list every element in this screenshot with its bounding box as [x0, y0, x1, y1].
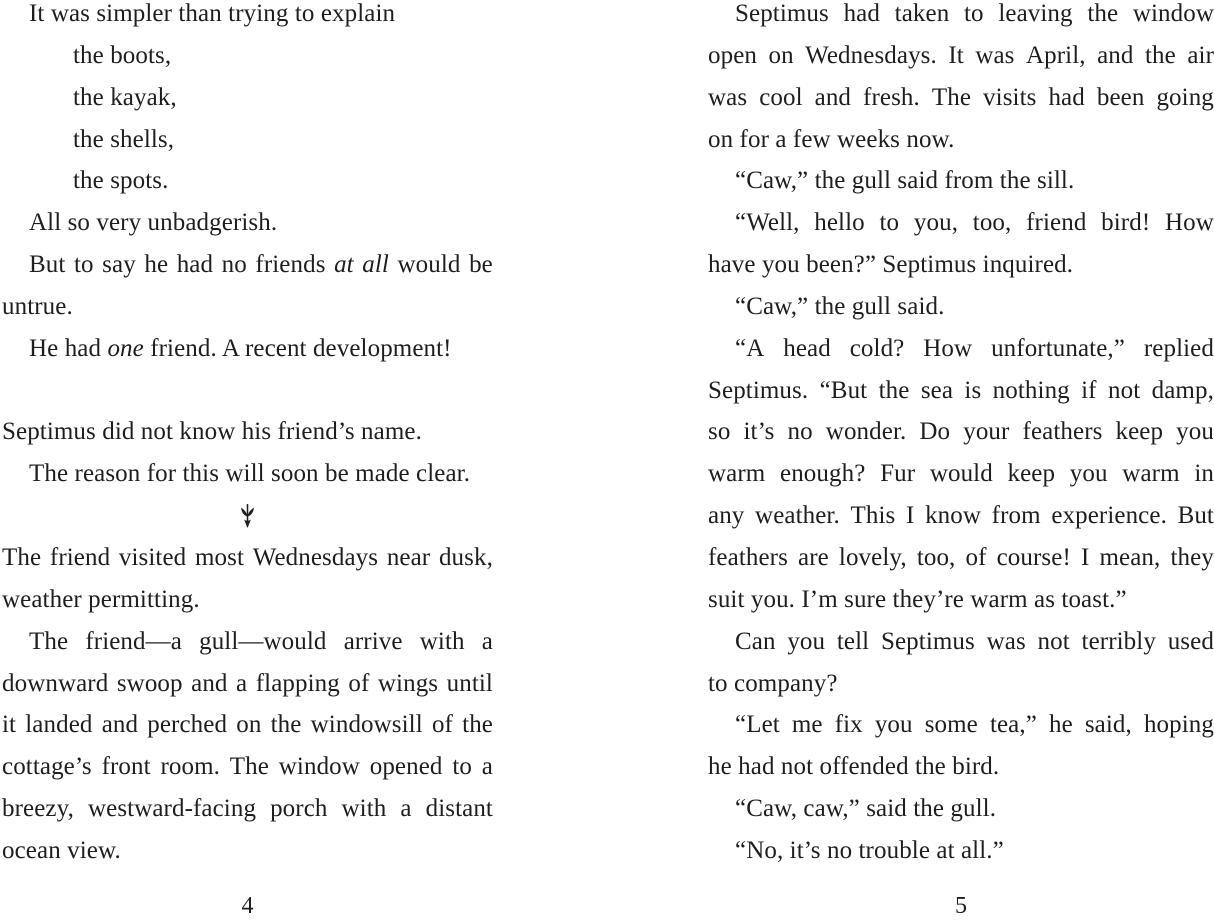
- text-line: [2, 453, 493, 495]
- word: air: [1187, 41, 1214, 69]
- word: windowsill: [310, 711, 423, 739]
- text-line: [708, 35, 1214, 77]
- word: breezy,: [2, 795, 74, 823]
- word: arrive: [343, 627, 403, 655]
- word: But: [1177, 502, 1214, 530]
- word: of: [348, 669, 370, 697]
- word: bird!: [1101, 209, 1151, 237]
- text-line: [2, 579, 493, 621]
- word: he: [1048, 711, 1073, 739]
- word: The: [229, 753, 269, 781]
- word: any: [708, 502, 745, 530]
- text-run: he had not offended the bird.: [708, 753, 1000, 781]
- word: he: [144, 251, 169, 279]
- word: Septimus: [735, 0, 829, 27]
- word: fix: [834, 711, 863, 739]
- word: with: [341, 795, 387, 823]
- word: head: [783, 334, 831, 362]
- blank-line: [2, 370, 493, 412]
- text-line: [2, 830, 493, 872]
- word: lovely,: [838, 543, 907, 571]
- word: said,: [1084, 711, 1132, 739]
- word: tea,”: [989, 711, 1037, 739]
- text-line: [708, 704, 1214, 746]
- text-run: ocean view.: [2, 836, 121, 864]
- word: most: [195, 543, 245, 571]
- text-line: [2, 663, 493, 705]
- word: you: [1069, 460, 1108, 488]
- word: be: [469, 251, 493, 279]
- sprig-ornament-icon: [239, 503, 256, 529]
- word: and: [814, 83, 852, 111]
- text-line: [708, 830, 1214, 872]
- word: damp,: [1151, 376, 1214, 404]
- text-run: All so very unbadgerish.: [29, 209, 278, 237]
- word: me: [791, 711, 823, 739]
- word: cool: [759, 83, 803, 111]
- word: course!: [996, 543, 1071, 571]
- word: say: [102, 251, 136, 279]
- text-line: [708, 746, 1214, 788]
- word: friend: [1026, 209, 1087, 237]
- text-line: [708, 370, 1214, 412]
- word: swoop: [116, 669, 183, 697]
- text-run: untrue.: [2, 292, 73, 320]
- text-line: [708, 0, 1214, 35]
- word: nothing: [992, 376, 1070, 404]
- text-line: [708, 453, 1214, 495]
- word: had: [1048, 83, 1085, 111]
- section-break-line: [2, 495, 493, 537]
- text-line: [2, 0, 493, 35]
- word: experience.: [1051, 502, 1167, 530]
- text-line: [708, 411, 1214, 453]
- word: used: [1167, 627, 1214, 655]
- word: Can: [735, 627, 776, 655]
- word: How: [923, 334, 973, 362]
- word: and: [191, 669, 228, 697]
- word: are: [798, 543, 829, 571]
- word: leaving: [998, 0, 1073, 27]
- word: feathers: [1022, 418, 1103, 446]
- word: friend: [49, 543, 111, 571]
- word: no: [787, 418, 813, 446]
- text-line: [2, 704, 493, 746]
- text-run: suit you. I’m sure they’re warm as toast.”: [708, 585, 1127, 613]
- word: to: [879, 209, 900, 237]
- word: It: [948, 41, 964, 69]
- text-run: have you been?” Septimus inquired.: [708, 251, 1074, 279]
- word: it: [2, 711, 17, 739]
- word: perched: [147, 711, 228, 739]
- word: front: [101, 753, 151, 781]
- text-line: [708, 537, 1214, 579]
- text-run: the boots,: [73, 41, 172, 69]
- word: to: [73, 251, 94, 279]
- word: hoping: [1143, 711, 1214, 739]
- word: sea: [920, 376, 954, 404]
- word: friends: [255, 251, 326, 279]
- text-line: [2, 286, 493, 328]
- text-run: “Caw,” the gull said.: [735, 292, 945, 320]
- text-line: [2, 621, 493, 663]
- word: visits: [983, 83, 1037, 111]
- text-run: the spots.: [73, 167, 169, 195]
- word: How: [1165, 209, 1214, 237]
- text-line: [2, 537, 493, 579]
- word: was: [986, 627, 1026, 655]
- word: friend—a: [85, 627, 182, 655]
- word: keep: [1115, 418, 1164, 446]
- text-line: [2, 77, 493, 119]
- word: it’s: [743, 418, 775, 446]
- text-run: It was simpler than trying to explain: [29, 0, 396, 27]
- word: you: [874, 711, 913, 739]
- left-page-text: [2, 0, 493, 872]
- word: cold?: [849, 334, 905, 362]
- word: to: [452, 753, 472, 781]
- word: was: [975, 41, 1015, 69]
- word: “A: [735, 334, 765, 362]
- word: downward: [2, 669, 109, 697]
- text-line: [2, 411, 493, 453]
- word: a: [236, 669, 248, 697]
- word: weather.: [755, 502, 840, 530]
- text-run: friend. A recent development!: [143, 334, 452, 362]
- text-run: “Caw,” the gull said from the sill.: [735, 167, 1075, 195]
- word: you: [787, 627, 826, 655]
- word: wonder.: [825, 418, 907, 446]
- text-run: weather permitting.: [2, 585, 200, 613]
- word: if: [1081, 376, 1097, 404]
- word: distant: [425, 795, 493, 823]
- text-line: [2, 328, 493, 370]
- word: warm: [708, 460, 766, 488]
- word: the: [462, 711, 493, 739]
- word: with: [419, 627, 465, 655]
- word: not: [1108, 376, 1141, 404]
- word: But: [29, 251, 66, 279]
- word: of: [965, 543, 987, 571]
- word: would: [397, 251, 461, 279]
- word: April,: [1026, 41, 1086, 69]
- word: keep: [1007, 460, 1056, 488]
- word: had: [176, 251, 214, 279]
- text-line: [2, 788, 493, 830]
- word: westward-facing: [87, 795, 257, 823]
- word: landed: [25, 711, 93, 739]
- text-line: [708, 788, 1214, 830]
- word: on: [236, 711, 262, 739]
- word: warm: [1122, 460, 1180, 488]
- word: know: [925, 502, 982, 530]
- word: is: [964, 376, 982, 404]
- word: window: [1132, 0, 1214, 27]
- word: some: [924, 711, 978, 739]
- word: the: [1087, 0, 1119, 27]
- word: no: [221, 251, 247, 279]
- text-line: [2, 746, 493, 788]
- word: open: [708, 41, 757, 69]
- word: Do: [919, 418, 951, 446]
- word: Wednesdays: [252, 543, 379, 571]
- text-run: “Caw, caw,” said the gull.: [735, 795, 997, 823]
- word: near: [386, 543, 431, 571]
- word: you: [1176, 418, 1214, 446]
- word: wings: [377, 669, 439, 697]
- text-run: Septimus did not know his friend’s name.: [2, 418, 422, 446]
- word: I: [905, 502, 915, 530]
- word: until: [446, 669, 493, 697]
- text-line: [708, 621, 1214, 663]
- word: terribly: [1081, 627, 1156, 655]
- text-line: [2, 35, 493, 77]
- word: from: [991, 502, 1041, 530]
- word: a: [400, 795, 412, 823]
- word: all: [362, 251, 389, 279]
- word: window: [278, 753, 360, 781]
- word: I: [1080, 543, 1090, 571]
- right-page-text: [708, 0, 1214, 872]
- text-line: [708, 77, 1214, 119]
- word: flapping: [255, 669, 340, 697]
- word: Septimus.: [708, 376, 809, 404]
- word: been: [1096, 83, 1145, 111]
- text-run: the kayak,: [73, 83, 177, 111]
- word: was: [708, 83, 748, 111]
- word: you,: [913, 209, 959, 237]
- word: of: [431, 711, 453, 739]
- word: unfortunate,”: [991, 334, 1125, 362]
- text-run: the shells,: [73, 125, 175, 153]
- word: to: [963, 0, 984, 27]
- text-line: [708, 328, 1214, 370]
- word: mean,: [1099, 543, 1161, 571]
- text-line: [708, 579, 1214, 621]
- text-line: [2, 160, 493, 202]
- word: Wednesdays.: [805, 41, 937, 69]
- word: opened: [369, 753, 443, 781]
- word: going: [1156, 83, 1214, 111]
- word: the: [878, 376, 910, 404]
- text-line: [2, 244, 493, 286]
- word: The: [29, 627, 69, 655]
- text-line: [708, 663, 1214, 705]
- text-run: He had: [29, 334, 108, 362]
- text-line: [708, 202, 1214, 244]
- word: The: [2, 543, 42, 571]
- word: too,: [916, 543, 956, 571]
- word: and: [101, 711, 139, 739]
- word: hello: [814, 209, 865, 237]
- word: not: [1037, 627, 1070, 655]
- word: the: [1145, 41, 1176, 69]
- text-line: [708, 495, 1214, 537]
- text-line: [708, 119, 1214, 161]
- word: The: [931, 83, 972, 111]
- word: they: [1170, 543, 1214, 571]
- word: fresh.: [863, 83, 920, 111]
- word: at: [334, 251, 354, 279]
- word: porch: [270, 795, 328, 823]
- word: had: [843, 0, 880, 27]
- word: too,: [972, 209, 1012, 237]
- word: and: [1097, 41, 1134, 69]
- text-run: to company?: [708, 669, 838, 697]
- text-line: [2, 202, 493, 244]
- word: taken: [894, 0, 950, 27]
- word: replied: [1143, 334, 1214, 362]
- word: “But: [819, 376, 868, 404]
- word: on: [768, 41, 794, 69]
- word: so: [708, 418, 731, 446]
- page-number-left: 4: [241, 893, 254, 919]
- text-run: “No, it’s no trouble at all.”: [735, 836, 1004, 864]
- text-line: [708, 286, 1214, 328]
- text-line: [708, 160, 1214, 202]
- word: tell: [836, 627, 870, 655]
- word: would: [929, 460, 993, 488]
- text-run: on for a few weeks now.: [708, 125, 955, 153]
- word: visited: [118, 543, 187, 571]
- text-run: one: [107, 334, 144, 362]
- text-run: The reason for this will soon be made clear.: [29, 460, 471, 488]
- word: enough?: [780, 460, 866, 488]
- word: a: [481, 627, 493, 655]
- word: dusk,: [438, 543, 493, 571]
- word: a: [481, 753, 493, 781]
- word: the: [270, 711, 302, 739]
- word: This: [850, 502, 896, 530]
- word: room.: [160, 753, 220, 781]
- word: cottage’s: [2, 753, 92, 781]
- page-number-right: 5: [955, 893, 967, 919]
- word: gull—would: [199, 627, 327, 655]
- word: “Well,: [735, 209, 800, 237]
- text-line: [708, 244, 1214, 286]
- word: feathers: [708, 543, 788, 571]
- text-line: [2, 119, 493, 161]
- word: in: [1194, 460, 1214, 488]
- word: your: [963, 418, 1010, 446]
- word: Septimus: [880, 627, 975, 655]
- word: Fur: [880, 460, 916, 488]
- word: “Let: [735, 711, 780, 739]
